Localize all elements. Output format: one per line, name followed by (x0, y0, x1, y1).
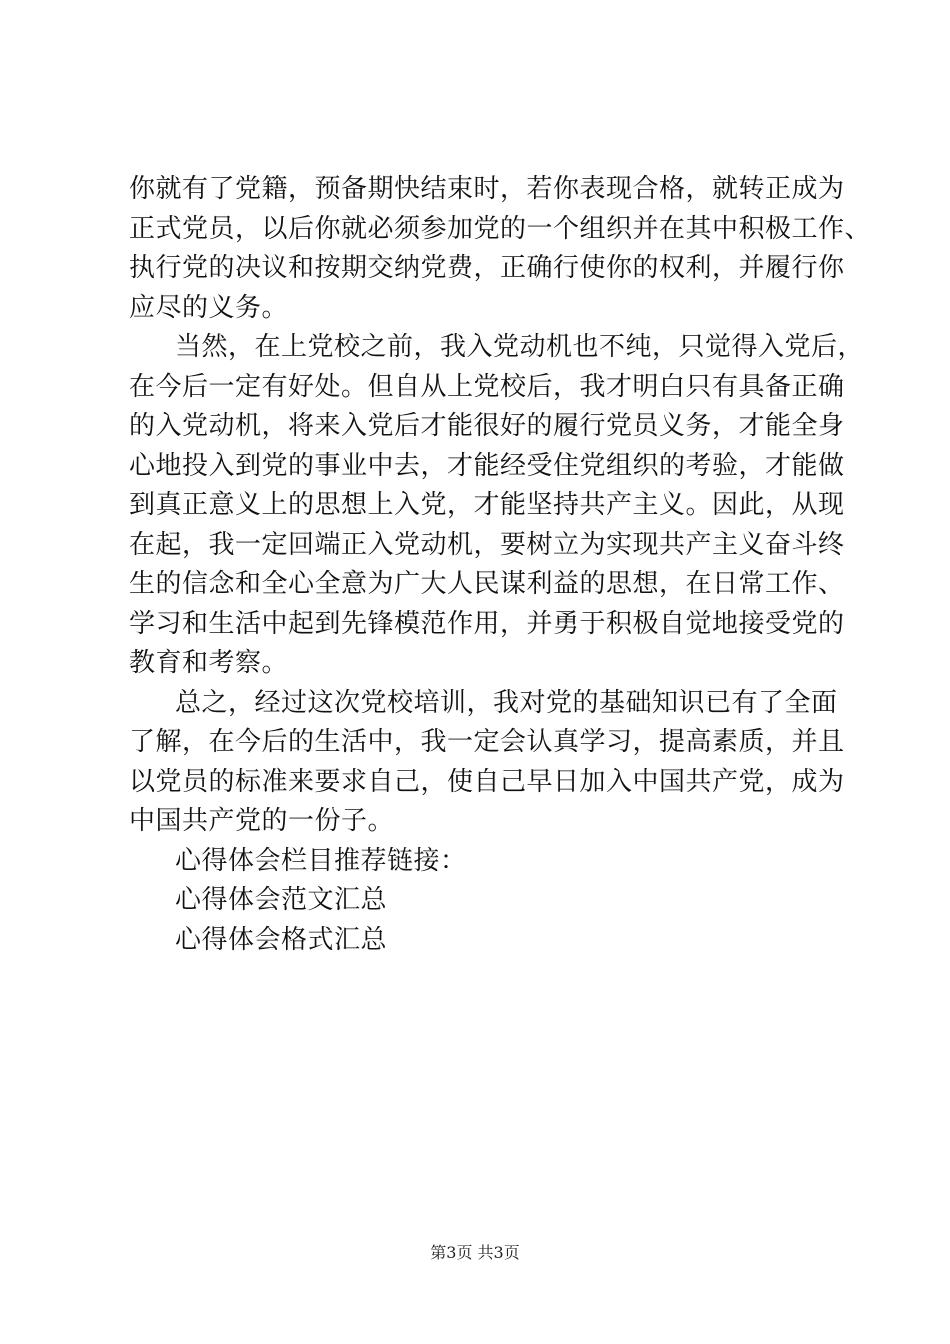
paragraph-line: 的入党动机，将来入党后才能很好的履行党员义务，才能全身 (129, 411, 845, 441)
paragraph-line: 你就有了党籍，预备期快结束时，若你表现合格，就转正成为 (129, 174, 845, 204)
paragraph-line: 在起，我一定回端正入党动机，要树立为实现共产主义奋斗终 (129, 529, 845, 560)
paragraph-line: 中国共产党的一份子。 (129, 806, 395, 836)
link-item[interactable]: 心得体会格式汇总 (175, 924, 388, 955)
page-number: 第3页 共3页 (430, 1243, 520, 1262)
document-body (129, 170, 872, 960)
paragraph-line: 在今后一定有好处。但自从上党校后，我才明白只有具备正确 (129, 371, 845, 402)
paragraph-line: 教育和考察。 (129, 648, 289, 678)
paragraph-line: 当然，在上党校之前，我入党动机也不纯，只觉得入党后， (175, 332, 865, 362)
paragraph-line: 学习和生活中起到先锋模范作用，并勇于积极自觉地接受党的 (129, 608, 845, 639)
paragraph-line: 正式党员，以后你就必须参加党的一个组织并在其中积极工作、 (129, 213, 872, 244)
paragraph-line: 执行党的决议和按期交纳党费，正确行使你的权利，并履行你 (129, 253, 845, 283)
paragraph-line: 以党员的标准来要求自己，使自己早日加入中国共产党，成为 (129, 766, 845, 797)
paragraph-line: 了解，在今后的生活中，我一定会认真学习，提高素质，并且 (129, 727, 845, 757)
paragraph-line: 应尽的义务。 (129, 292, 289, 323)
paragraph-line: 到真正意义上的思想上入党，才能坚持共产主义。因此，从现 (129, 490, 845, 520)
link-item[interactable]: 心得体会范文汇总 (175, 885, 388, 915)
paragraph-line: 心地投入到党的事业中去，才能经受住党组织的考验，才能做 (129, 450, 845, 481)
paragraph-line: 生的信念和全心全意为广大人民谋利益的思想，在日常工作、 (129, 569, 845, 599)
paragraph-line: 总之，经过这次党校培训，我对党的基础知识已有了全面 (175, 687, 838, 718)
links-heading: 心得体会栏目推荐链接： (175, 845, 467, 876)
